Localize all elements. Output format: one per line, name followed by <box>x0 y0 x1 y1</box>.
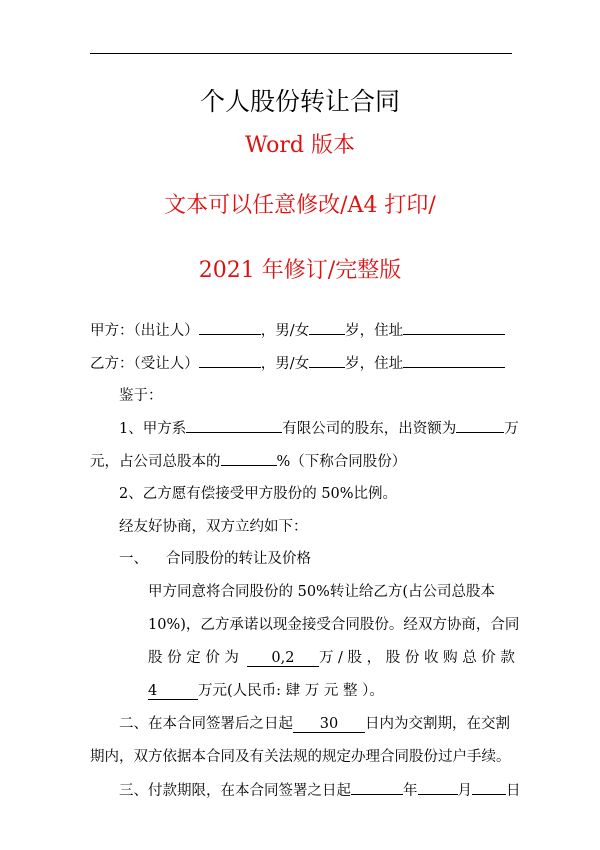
clause-1-line-1 <box>119 416 519 438</box>
section-1-number: 一、 <box>119 551 148 567</box>
header-rule <box>90 53 512 54</box>
section-1-title: 合同股份的转让及价格 <box>166 551 311 567</box>
section-1-para-1: 甲方同意将合同股份的 50%转让给乙方(占公司总股本 <box>148 584 495 600</box>
section-1-para-3 <box>148 646 515 667</box>
clause-1-text-a: 1、甲方系 <box>119 421 187 437</box>
share-percent-blank <box>221 449 277 466</box>
party-b-name-blank <box>199 351 261 368</box>
whereas-label: 鉴于： <box>119 388 163 404</box>
subtitle-word-version: Word 版本 <box>245 133 355 158</box>
total-price-label: 万 / 股 ， 股 份 收 购 总 价 款 <box>318 650 515 666</box>
clause-1-line-2 <box>90 449 406 471</box>
party-b-line <box>90 351 505 373</box>
party-b-age: 岁，住址 <box>345 356 404 372</box>
section-2-text-b: 日内为交割期，在交割 <box>365 716 510 732</box>
party-a-address-blank <box>403 318 505 335</box>
section-1-para-2: 10%)，乙方承诺以现金接受合同股份。经双方协商，合同 <box>148 617 520 633</box>
party-a-label: 甲方：（出让人） <box>90 323 199 339</box>
party-a-age: 岁，住址 <box>345 323 404 339</box>
capital-amount-blank <box>456 416 504 433</box>
total-price-value: 4 <box>148 683 198 700</box>
party-b-address-blank <box>403 351 505 368</box>
party-a-gender: ，男/女 <box>260 323 310 339</box>
price-label: 股 份 定 价 为 <box>148 650 239 666</box>
party-a-gender-blank <box>309 318 345 335</box>
clause-1-text-e: %（下称合同股份） <box>276 454 407 470</box>
party-b-gender: ，男/女 <box>260 356 310 372</box>
section-2-line-1 <box>119 712 510 733</box>
day-label: 日 <box>506 783 521 799</box>
party-b-gender-blank <box>309 351 345 368</box>
payment-day-blank <box>472 778 506 795</box>
payment-year-blank <box>351 778 403 795</box>
section-2-line-2: 期内，双方依据本合同及有关法规的规定办理合同股份过户手续。 <box>90 749 511 765</box>
total-price-words: 万元(人民币: 肆 万 元 整 ）。 <box>198 683 384 699</box>
document-title: 个人股份转让合同 <box>199 87 400 116</box>
agreement-intro: 经友好协商，双方立约如下： <box>119 519 308 535</box>
clause-1-text-b: 有限公司的股东，出资额为 <box>282 421 457 437</box>
payment-month-blank <box>418 778 458 795</box>
subtitle-editable: 文本可以任意修改/A4 打印/ <box>164 193 436 218</box>
year-label: 年 <box>403 783 418 799</box>
section-2-text-a: 二、在本合同签署后之日起 <box>119 716 293 732</box>
party-b-label: 乙方：（受让人） <box>90 356 199 372</box>
party-a-line <box>90 318 505 340</box>
section-3-text-a: 三、付款期限，在本合同签署之日起 <box>119 783 351 799</box>
subtitle-revision: 2021 年修订/完整版 <box>198 258 402 283</box>
party-a-name-blank <box>199 318 261 335</box>
company-name-blank <box>186 416 282 433</box>
section-1-heading <box>119 547 311 568</box>
clause-1-text-d: 元，占公司总股本的 <box>90 454 221 470</box>
delivery-days-value: 30 <box>293 716 365 733</box>
clause-2: 2、乙方愿有偿接受甲方股份的 50%比例。 <box>119 486 398 502</box>
share-price-value: 0,2 <box>247 650 319 667</box>
month-label: 月 <box>457 783 472 799</box>
section-3-line-1 <box>119 778 521 800</box>
section-1-para-4 <box>148 679 384 700</box>
clause-1-text-c: 万 <box>504 421 519 437</box>
